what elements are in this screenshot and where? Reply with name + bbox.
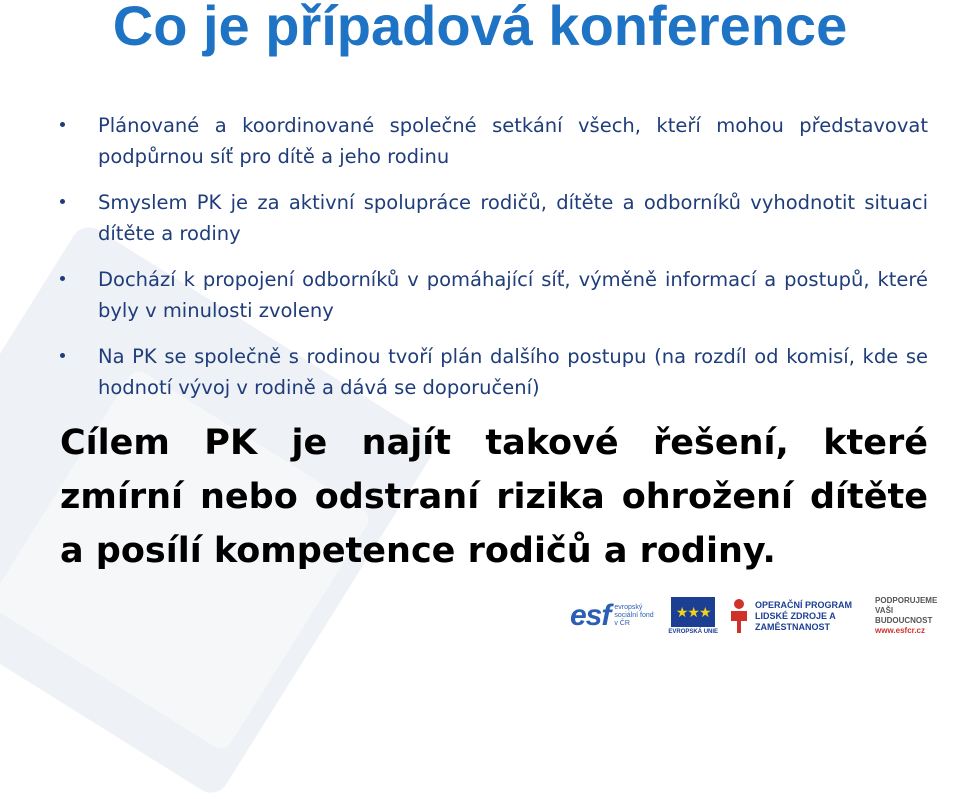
esf-logo [570,601,658,631]
eu-flag-icon: ★★★ [671,597,715,627]
bullet-text: Smyslem PK je za aktivní spolupráce rodičů, dítěte a odborníků vyhodnotit situaci dítěte a rodiny [98,191,928,245]
bullet-dot-icon [60,353,65,358]
bullet-item [60,187,928,249]
slide-title: Co je případová konference [112,0,848,57]
bullet-item [60,341,928,403]
bullet-dot-icon [60,199,65,204]
support-block [875,596,949,636]
support-url[interactable]: www.esfcr.cz [875,626,925,635]
op-logo [728,597,865,635]
esf-text: evropský sociální fond v ČR [614,604,654,627]
bullet-item [60,264,928,326]
goal-statement: Cílem PK je najít takové řešení, které zmírní nebo odstraní rizika ohrožení dítěte a posílí kompetence rodičů a rodiny. [60,423,928,571]
esf-mark-icon: esf [570,599,611,632]
bullet-list [60,110,928,418]
bullet-text: Na PK se společně s rodinou tvoří plán dalšího postupu (na rozdíl od komisí, kde se hodnotí vývoj v rodině a dává se doporučení) [98,345,928,399]
bullet-item [60,110,928,172]
eu-logo [668,597,718,635]
bullet-dot-icon [60,276,65,281]
eu-label: EVROPSKÁ UNIE [668,629,719,635]
bullet-dot-icon [60,122,65,127]
op-text: OPERAČNÍ PROGRAM LIDSKÉ ZDROJE A ZAMĚSTNANOST [755,599,853,632]
bullet-text: Plánované a koordinované společné setkání všech, kteří mohou představovat podpůrnou síť pro dítě a jeho rodinu [98,114,928,168]
op-mark-icon [728,597,750,635]
bullet-text: Dochází k propojení odborníků v pomáhající síť, výměně informací a postupů, které byly v minulosti zvoleny [98,268,928,322]
footer-logos [570,592,958,640]
support-text: PODPORUJEME VAŠI BUDOUCNOST [875,596,938,625]
